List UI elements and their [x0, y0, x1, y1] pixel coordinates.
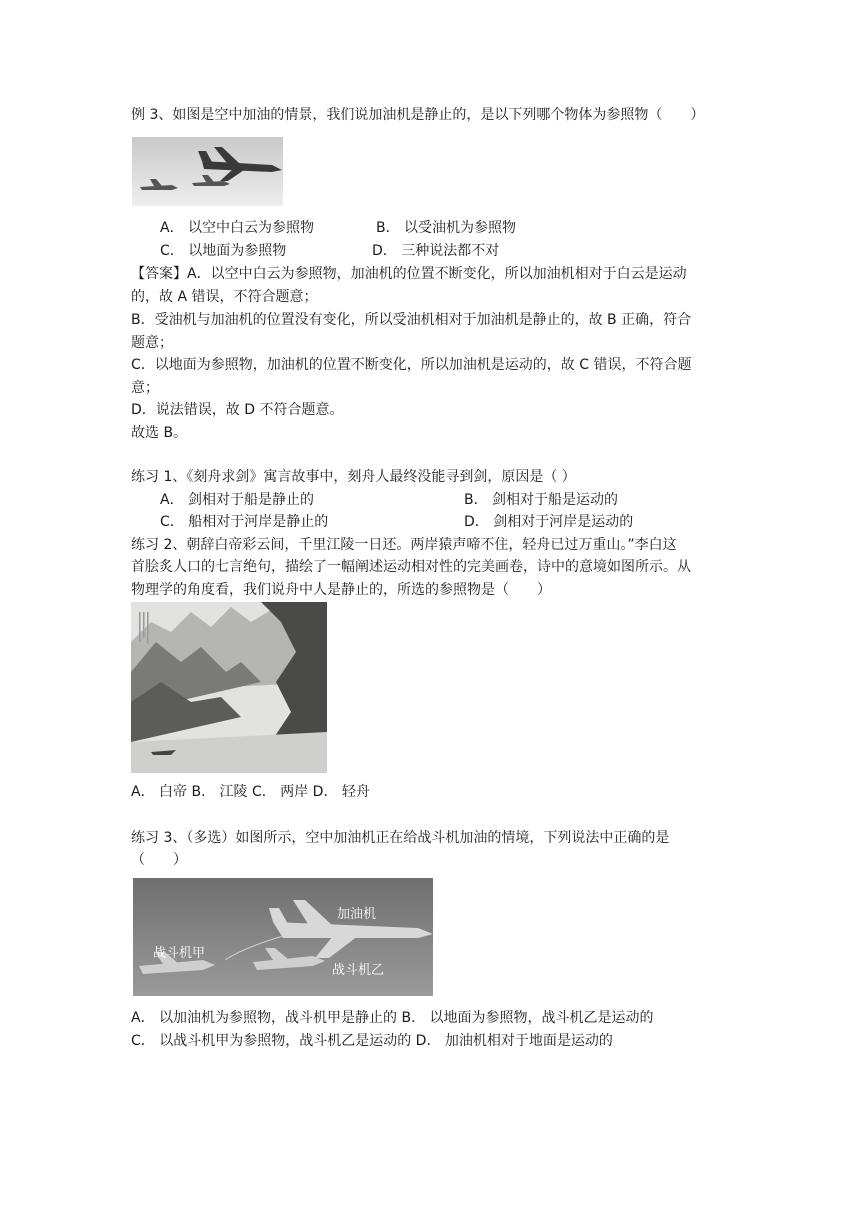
tanker-label: 加油机 [337, 907, 377, 922]
answer-line: D．说法错误，故 D 不符合题意。 [131, 402, 344, 418]
exercise2-options: A． 白帝 B． 江陵 C． 两岸 D． 轻舟 [131, 784, 370, 800]
refueling-photo-labeled [133, 878, 433, 996]
landscape-painting [131, 602, 327, 773]
example3-option-a: A． 以空中白云为参照物 [160, 220, 315, 236]
exercise2-question-line: 物理学的角度看，我们说舟中人是静止的，所选的参照物是（ ） [131, 582, 551, 598]
answer-line: B．受油机与加油机的位置没有变化，所以受油机相对于加油机是静止的，故 B 正确，符合 [131, 312, 692, 328]
exercise1-question: 练习 1、《刻舟求剑》寓言故事中，刻舟人最终没能寻到剑，原因是（ ） [131, 469, 576, 485]
example3-option-c: C． 以地面为参照物 [160, 243, 287, 259]
exercise1-option-a: A． 剑相对于船是静止的 [160, 492, 315, 508]
exercise3-question-line: （ ） [131, 852, 187, 868]
answer-line: 故选 B。 [131, 425, 188, 441]
fighter-b-label: 战斗机乙 [332, 963, 385, 978]
fighter-a-label: 战斗机甲 [153, 946, 206, 961]
answer-line: C．以地面为参照物，加油机的位置不断变化，所以加油机是运动的，故 C 错误，不符合题 [131, 357, 692, 373]
exercise2-question-line: 练习 2、朝辞白帝彩云间，千里江陵一日还。两岸猿声啼不住，轻舟已过万重山。”李白这 [131, 537, 677, 553]
exercise2-question-line: 首脍炙人口的七言绝句，描绘了一幅阐述运动相对性的完美画卷，诗中的意境如图所示。从 [131, 559, 691, 575]
example3-option-b: B． 以受油机为参照物 [376, 220, 517, 236]
answer-line: 【答案】A．以空中白云为参照物，加油机的位置不断变化，所以加油机相对于白云是运动 [131, 266, 687, 282]
example3-option-d: D． 三种说法都不对 [372, 243, 500, 259]
example3-question: 例 3、如图是空中加油的情景，我们说加油机是静止的，是以下列哪个物体为参照物（ ） [131, 107, 705, 123]
exercise3-options-line: C． 以战斗机甲为参照物，战斗机乙是运动的 D． 加油机相对于地面是运动的 [131, 1033, 613, 1049]
exercise3-question-line: 练习 3、（多选）如图所示，空中加油机正在给战斗机加油的情境，下列说法中正确的是 [131, 830, 670, 846]
exercise1-option-d: D． 剑相对于河岸是运动的 [464, 514, 634, 530]
exercise3-options-line: A． 以加油机为参照物，战斗机甲是静止的 B． 以地面为参照物，战斗机乙是运动的 [131, 1010, 654, 1026]
refueling-photo-small [132, 137, 283, 206]
answer-line: 题意； [131, 335, 173, 351]
exercise1-option-c: C． 船相对于河岸是静止的 [160, 514, 329, 530]
answer-line: 的，故 A 错误，不符合题意； [131, 289, 318, 305]
answer-line: 意； [131, 380, 159, 396]
exercise1-option-b: B． 剑相对于船是运动的 [464, 492, 619, 508]
